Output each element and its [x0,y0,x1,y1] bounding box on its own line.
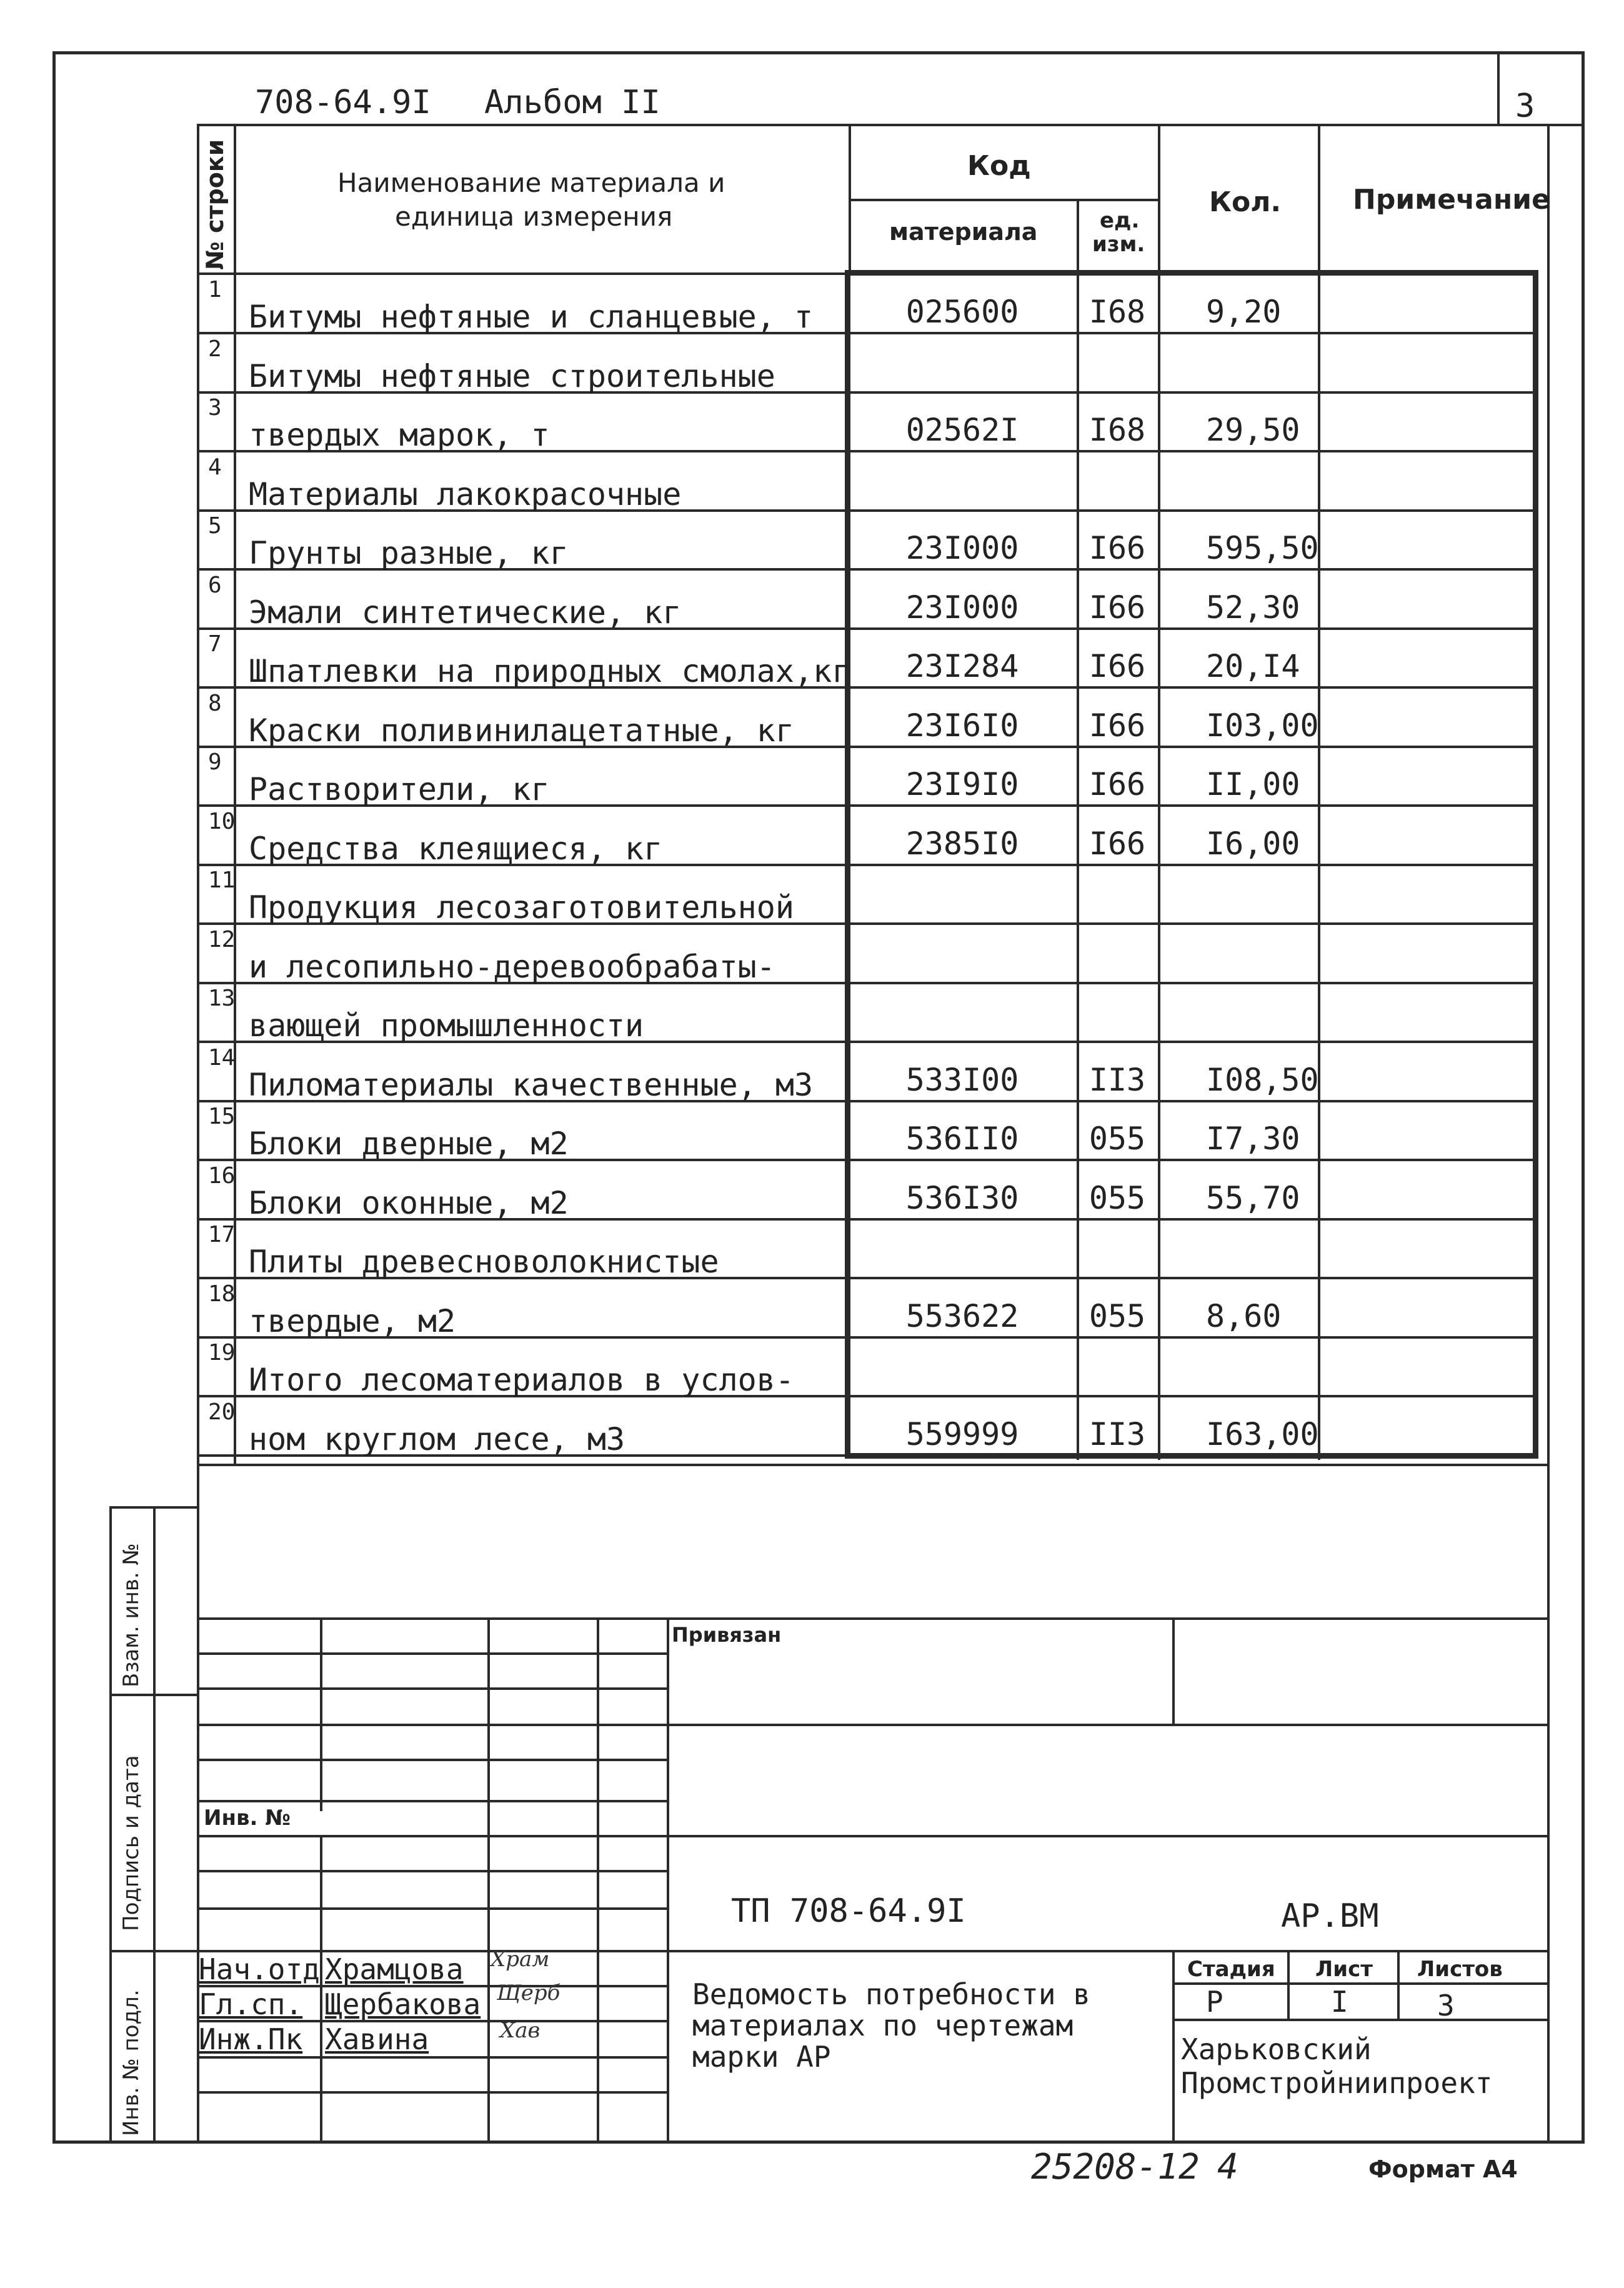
header-note: Примечание [1353,184,1550,216]
row-name: Материалы лакокрасочные [249,476,682,512]
row-unit: I66 [1088,648,1146,684]
page-number-divider [1497,51,1500,125]
row-unit: I66 [1088,707,1146,744]
row-quantity: 20,I4 [1206,648,1300,684]
row-name: Грунты разные, кг [249,535,569,571]
tp-code: ТП 708-64.9I [731,1892,966,1930]
table-bottom-line [197,1464,1547,1466]
inv-no-label: Инв. № [204,1806,291,1831]
row-name: Эмали синтетические, кг [249,594,682,631]
drawing-mark: АР.ВМ [1281,1897,1379,1935]
staff-role-3: Инж.Пк [199,2022,303,2056]
side-label-replace-inv: Взам. инв. № [119,1543,144,1687]
code-subheader-line [849,199,1158,201]
tb-line-4 [667,1724,1547,1726]
doc-code: 708-64.9I [255,84,431,121]
row-quantity: I63,00 [1206,1416,1319,1452]
row-unit: 055 [1088,1298,1146,1334]
copy-number: 4 [1217,2147,1238,2187]
sheets-label: Листов [1417,1957,1503,1982]
row-unit: 055 [1088,1121,1146,1157]
side-stamp-left [109,1506,112,2144]
table-left-border [197,124,199,1465]
row-number: 9 [208,749,222,775]
doc-title-line2: материалах по чертежам [692,2009,1074,2042]
staff-signature-2: Щерб [497,1981,560,2006]
tb-col-2 [487,1617,490,2144]
archive-number: 25208-12 [1031,2147,1200,2187]
row-code: 559999 [905,1416,1019,1452]
row-number: 18 [208,1281,236,1307]
row-quantity: 55,70 [1206,1180,1300,1216]
org-line1: Харьковский [1181,2032,1372,2066]
header-row-no: № строки [201,139,229,270]
row-number: 20 [208,1399,236,1425]
header-bottom-rule [197,272,850,275]
row-unit: II3 [1088,1416,1146,1452]
tb-col-1 [320,1617,322,1811]
row-code: 23I9I0 [905,766,1019,802]
row-quantity: I03,00 [1206,707,1319,744]
row-number: 7 [208,631,222,657]
row-code: 553622 [905,1298,1019,1334]
row-unit: I66 [1088,826,1146,862]
row-code: 23I284 [905,648,1019,684]
row-code: 533I00 [905,1062,1019,1098]
staff-role-2: Гл.сп. [199,1987,303,2021]
row-number: 19 [208,1340,236,1366]
row-number: 17 [208,1222,236,1247]
side-label-orig-inv: Инв. № подл. [119,1989,144,2136]
row-number: 8 [208,691,222,716]
tb-col-8 [1397,1950,1400,2019]
row-number: 13 [208,986,236,1011]
header-code-unit-2: изм. [1092,232,1145,257]
row-code: 23I000 [905,589,1019,626]
row-unit: I68 [1088,294,1146,330]
tb-col-3 [597,1617,599,2144]
header-code: Код [967,150,1031,182]
row-quantity: I08,50 [1206,1062,1319,1098]
row-code: 23I000 [905,530,1019,566]
header-name-line2: единица измерения [395,201,673,232]
row-number: 11 [208,867,236,893]
sheet-label: Лист [1315,1957,1373,1982]
row-unit: I66 [1088,589,1146,626]
row-unit: I68 [1088,412,1146,448]
doc-title-line1: Ведомость потребности в [692,1977,1090,2011]
row-code: 02562I [905,412,1019,448]
row-code: 23I6I0 [905,707,1019,744]
row-number: 10 [208,809,236,834]
row-number: 3 [208,395,222,421]
tb-line-1 [197,1617,1547,1620]
header-name-line1: Наименование материала и [337,167,725,198]
staff-role-1: Нач.отд [199,1952,320,1986]
staff-signature-3: Хав [500,2018,541,2043]
row-quantity: 29,50 [1206,412,1300,448]
row-name: Шпатлевки на природных смолах,кг [249,653,851,689]
col-unit-border-head [1077,199,1079,272]
row-name: твердых марок, т [249,417,550,453]
staff-name-3: Хавина [325,2022,429,2056]
row-number: 6 [208,572,222,598]
row-name: Продукция лесозаготовительной [249,889,794,926]
row-number: 4 [208,454,222,480]
row-name: Блоки оконные, м2 [249,1185,569,1221]
row-quantity: 595,50 [1206,530,1319,566]
side-stamp-mid [153,1506,156,2144]
row-number: 15 [208,1104,236,1129]
row-number: 14 [208,1045,236,1071]
row-number: 2 [208,336,222,362]
tb-col-5 [1172,1617,1175,1724]
side-stamp-line-2 [109,1950,197,1952]
col-qty-border-head [1158,124,1160,272]
row-unit: I66 [1088,766,1146,802]
stage-value: Р [1206,1985,1223,2019]
side-stamp-line-1 [109,1694,197,1696]
header-code-unit-1: ед. [1100,208,1140,233]
row-quantity: II,00 [1206,766,1300,802]
row-code: 2385I0 [905,826,1019,862]
tb-col-4 [667,1617,669,2144]
format-label: Формат А4 [1368,2156,1518,2183]
row-quantity: 8,60 [1206,1298,1282,1334]
row-unit: I66 [1088,530,1146,566]
album-label: Альбом II [484,84,660,121]
row-quantity: 52,30 [1206,589,1300,626]
sheets-value: 3 [1437,1989,1455,2022]
row-unit: II3 [1088,1062,1146,1098]
header-bottom-line [197,124,1585,126]
row-number: 12 [208,927,236,952]
row-name: Краски поливинилацетатные, кг [249,712,794,749]
staff-name-2: Щербакова [325,1987,481,2021]
row-number: 1 [208,277,222,302]
side-label-sign-date: Подпись и дата [119,1755,144,1931]
row-code: 536II0 [905,1121,1019,1157]
row-name: и лесопильно-деревообрабаты- [249,949,775,985]
row-unit: 055 [1088,1180,1146,1216]
header-qty: Кол. [1209,186,1282,218]
row-name: Блоки дверные, м2 [249,1126,569,1162]
staff-name-1: Храмцова [325,1952,464,1986]
tb-line-17 [1172,2019,1547,2021]
tb-col-1b [320,1835,322,2144]
row-name: Битумы нефтяные строительные [249,358,775,394]
row-name: вающей промышленности [249,1007,644,1044]
page-number: 3 [1515,87,1535,125]
col-rowno-border [234,124,236,1465]
org-line2: Промстройниипроект [1181,2066,1493,2100]
col-note-border-head [1318,124,1320,272]
doc-title-line3: марки АР [692,2040,831,2074]
staff-signature-1: Храм [491,1947,550,1972]
tb-col-7 [1287,1950,1290,2019]
row-code: 536I30 [905,1180,1019,1216]
tb-line-16 [1172,1982,1547,1985]
row-name: Средства клеящиеся, кг [249,831,663,867]
row-number: 16 [208,1163,236,1189]
row-quantity: I6,00 [1206,826,1300,862]
row-quantity: I7,30 [1206,1121,1300,1157]
header-code-material: материала [889,218,1038,246]
row-name: Пиломатериалы качественные, м3 [249,1067,814,1103]
row-name: Итого лесоматериалов в услов- [249,1362,794,1398]
row-code: 025600 [905,294,1019,330]
row-name: Плиты древесноволокнистые [249,1244,719,1280]
row-name: ном круглом лесе, м3 [249,1421,625,1457]
row-name: Растворители, кг [249,771,550,807]
row-quantity: 9,20 [1206,294,1282,330]
row-number: 5 [208,513,222,539]
col-name-border [849,124,851,272]
row-name: Битумы нефтяные и сланцевые, т [249,299,814,335]
right-inner-border [1547,124,1550,2144]
row-name: твердые, м2 [249,1303,456,1339]
sheet-value: I [1331,1985,1348,2019]
privyazan-label: Привязан [672,1623,782,1647]
tb-line-8 [197,1835,1547,1837]
stage-label: Стадия [1187,1957,1275,1982]
tb-col-6 [1172,1950,1175,2144]
